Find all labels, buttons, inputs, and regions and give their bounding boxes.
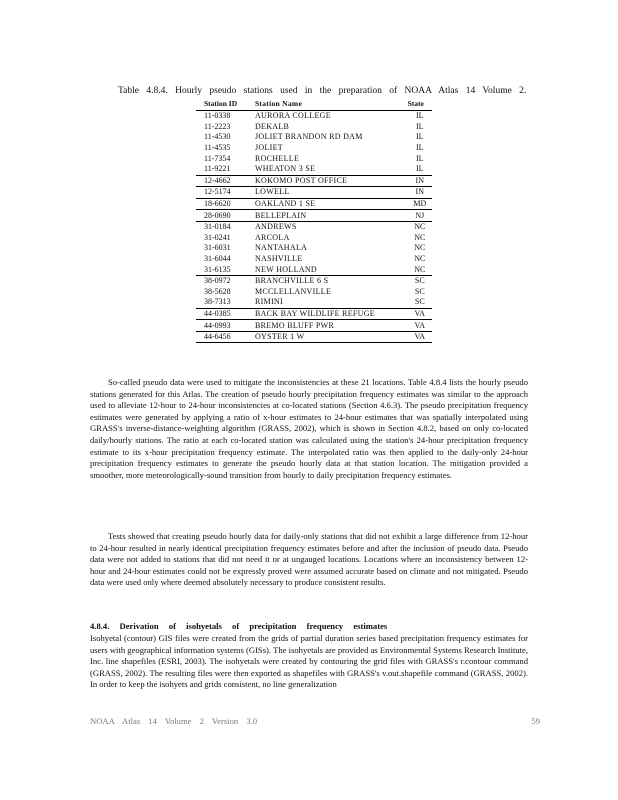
paragraph-isohyetals	[90, 633, 528, 691]
station-id: 11-2223	[204, 121, 231, 131]
station-name: WHEATON 3 SE	[254, 164, 316, 174]
table-row	[196, 175, 432, 187]
table-row	[196, 233, 432, 244]
table-row	[196, 297, 432, 308]
footer-title: NOAA Atlas 14 Volume 2 Version 3.0	[90, 716, 258, 726]
table-row	[196, 320, 432, 332]
table-row	[196, 111, 432, 122]
station-id: 31-0184	[196, 221, 253, 232]
station-name: BELLEPLAIN	[253, 210, 408, 222]
station-name: KOKOMO POST OFFICE	[253, 175, 408, 187]
station-name: ANDREWS	[253, 221, 408, 232]
table-row	[196, 275, 432, 286]
header-state: State	[408, 99, 432, 111]
table-row	[196, 331, 432, 343]
table-row	[196, 254, 432, 265]
paragraph-pseudo-data	[90, 377, 528, 481]
station-state: NC	[414, 243, 426, 253]
station-id: 38-7313	[204, 297, 231, 307]
station-name: DEKALB	[254, 121, 290, 131]
station-state: SC	[414, 286, 425, 296]
station-name: NEW HOLLAND	[254, 264, 317, 274]
station-state: IN	[408, 175, 432, 187]
station-id: 12-4662	[196, 175, 253, 187]
station-state: IL	[416, 111, 424, 121]
table-row	[196, 198, 432, 210]
page-number: 59	[531, 716, 540, 726]
table-row	[196, 264, 432, 275]
table-row	[196, 164, 432, 175]
station-name: NANTAHALA	[254, 243, 308, 253]
station-id: 28-0690	[196, 210, 253, 222]
station-id: 31-0241	[204, 232, 231, 242]
paragraph-text: Isohyetal (contour) GIS files were created from the grids of partial duration series based precipitation frequency estimates for users with geographical information systems (GISs). The isohyetals are provided as Environmental Systems Research Institute, Inc. line shapefiles (ESRI, 2003). The isohyetals were created by contouring the grid files with GRASS's r.contour command (GRASS, 2002). The resulting files were then exported as shapefiles with GRASS's v.out.shapefile command (GRASS, 2002). In order to keep the isohyets and grids consistent, no line generalization	[90, 633, 528, 690]
station-name: MCCLELLANVILLE	[254, 286, 332, 296]
station-state: VA	[408, 331, 432, 343]
table-row	[196, 308, 432, 320]
station-state: IL	[416, 121, 424, 131]
station-id: 18-6620	[196, 198, 253, 210]
station-name: JOLIET	[254, 143, 283, 153]
station-id: 44-0993	[196, 320, 253, 332]
station-name: BREMO BLUFF PWR	[253, 320, 408, 332]
station-id: 11-9221	[204, 164, 231, 174]
station-state: IL	[416, 132, 424, 142]
table-caption: Table 4.8.4. Hourly pseudo stations used in the preparation of NOAA Atlas 14 Volume 2.	[118, 86, 527, 96]
station-state: VA	[408, 308, 432, 320]
station-id: 31-6044	[204, 253, 231, 263]
header-station-name: Station Name	[253, 99, 408, 111]
station-name: BACK BAY WILDLIFE REFUGE	[253, 308, 408, 320]
station-id: 38-0972	[196, 275, 253, 286]
station-state: SC	[408, 275, 432, 286]
station-state: NC	[414, 232, 426, 242]
station-name: NASHVILLE	[254, 253, 303, 263]
paragraph-text: So-called pseudo data were used to mitigate the inconsistencies at these 21 locations. Table 4.8.4 lists the hourly pseudo stations generated for this Atlas. The creation of pseudo hourly precipitation frequency estimates was similar to the approach used to alleviate 12-hour to 24-hour inconsistencies at co-located stations (Section 4.6.3). The pseudo precipitation frequency estimates were generated by applying a ratio of x-hour estimates to 24-hour estimates that was spatially interpolated using GRASS's inverse-distance-weighting algorithm (GRASS, 2002), which is shown in Section 4.8.2, based on only co-located daily/hourly stations. The ratio at each co-located station was calculated using the station's 24-hour precipitation frequency estimate to its x-hour precipitation frequency estimate. The interpolated ratio was then applied to the daily-only 24-hour precipitation frequency estimates to generate the pseudo hourly data at that station location. The mitigation provided a smoother, more meteorologically-sound transition from hourly to daily precipitation frequency estimates.	[90, 377, 528, 480]
table-row	[196, 221, 432, 232]
table-row	[196, 243, 432, 254]
table-row	[196, 122, 432, 133]
paragraph-text: Tests showed that creating pseudo hourly data for daily-only stations that did not exhibit a large difference from 12-hour to 24-hour resulted in nearly identical precipitation frequency estimates before and after the inclusion of pseudo data. Pseudo data were not added to stations that did not need it or at ungauged locations. Locations where an inconsistency between 12-hour and 24-hour estimates could not be expressly proved were assumed accurate based on climate and not mitigated. Pseudo data were used only where deemed absolutely necessary to produce consistent results.	[90, 531, 528, 588]
station-id: 11-4530	[204, 132, 231, 142]
station-id: 31-6135	[204, 264, 231, 274]
station-name: AURORA COLLEGE	[254, 111, 331, 121]
header-station: Station ID	[196, 99, 253, 111]
station-state: NC	[414, 253, 426, 263]
station-id: 12-5174	[196, 187, 253, 199]
table-header-row	[196, 99, 432, 111]
station-id: 11-7354	[204, 153, 231, 163]
station-state: NJ	[408, 210, 432, 222]
table-row	[196, 210, 432, 222]
station-id: 31-6031	[204, 243, 231, 253]
station-state: IL	[416, 164, 424, 174]
station-state: IN	[408, 187, 432, 199]
station-name: JOLIET BRANDON RD DAM	[254, 132, 363, 142]
section-heading: 4.8.4. Derivation of isohyetals of precipitation frequency estimates	[90, 621, 388, 631]
station-state: IL	[416, 153, 424, 163]
station-name: LOWELL	[253, 187, 408, 199]
paragraph-tests	[90, 531, 528, 589]
station-id: 38-5628	[204, 286, 231, 296]
station-state: NC	[408, 221, 432, 232]
station-id: 11-0338	[204, 111, 231, 121]
table-row	[196, 287, 432, 298]
station-name: OYSTER 1 W	[253, 331, 408, 343]
station-id: 44-6456	[196, 331, 253, 343]
station-id: 44-0385	[196, 308, 253, 320]
station-name: ROCHELLE	[254, 153, 300, 163]
table-row	[196, 187, 432, 199]
station-state: MD	[408, 198, 432, 210]
station-state: SC	[414, 297, 425, 307]
station-state: IL	[416, 143, 424, 153]
pseudo-stations-table	[196, 99, 432, 343]
station-name: RIMINI	[254, 297, 283, 307]
table-row	[196, 153, 432, 164]
station-state: VA	[408, 320, 432, 332]
station-name: OAKLAND 1 SE	[253, 198, 408, 210]
station-id: 11-4535	[204, 143, 231, 153]
station-state: NC	[414, 264, 426, 274]
table-row	[196, 143, 432, 154]
station-name: ARCOLA	[254, 232, 290, 242]
station-name: BRANCHVILLE 6 S	[253, 275, 408, 286]
table-row	[196, 132, 432, 143]
